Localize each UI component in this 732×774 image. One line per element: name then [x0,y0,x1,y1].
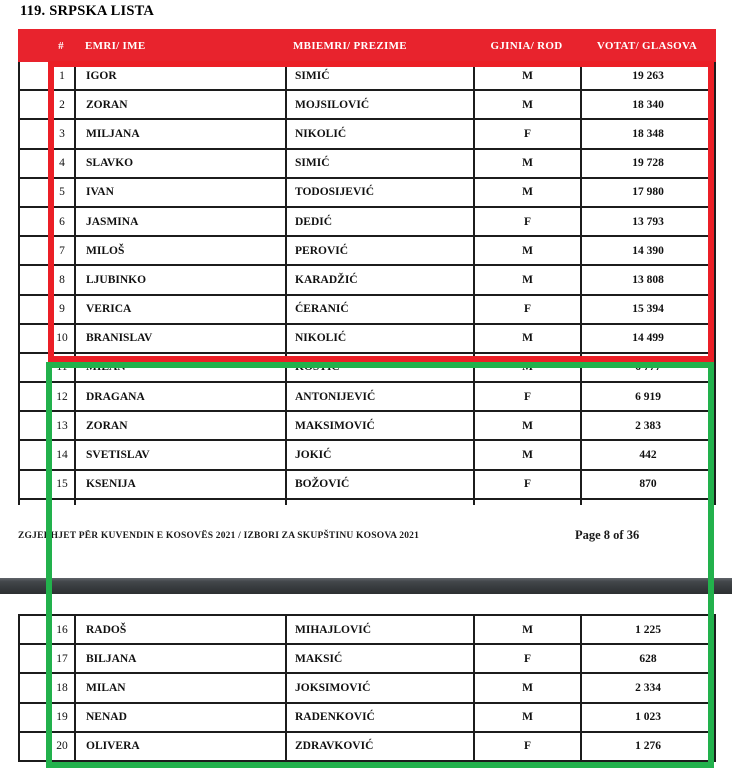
cell-gender: M [475,325,582,352]
cell-first-name: MILJANA [76,120,287,147]
cell-last-name: DEDIĆ [287,208,475,235]
cell-gender: M [475,150,582,177]
cell-last-name: NIKOLIĆ [287,325,475,352]
cell-last-name: RADENKOVIĆ [287,704,475,731]
cell-last-name: MAKSIMOVIĆ [287,412,475,439]
cell-last-name: TODOSIJEVIĆ [287,179,475,206]
header-col-number: # [58,39,64,52]
cell-last-name: BOŽOVIĆ [287,471,475,498]
header-col-first-name: EMRI/ IME [85,39,146,52]
cell-votes: 1 276 [582,733,716,760]
cell-gender: M [475,412,582,439]
cell-gender: M [475,237,582,264]
cell-first-name: BRANISLAV [76,325,287,352]
cell-rank: 7 [50,237,76,264]
cell-rank: 6 [50,208,76,235]
cell-rank: 20 [50,733,76,760]
cell-last-name: JOKIĆ [287,441,475,468]
cell-first-name: ZORAN [76,412,287,439]
cell-first-name: MILAN [76,674,287,701]
green-annotation-box [46,362,714,768]
cell-first-name: BILJANA [76,645,287,672]
cell-spacer [20,237,50,264]
cell-first-name: ZORAN [76,91,287,118]
cell-last-name: ĆERANIĆ [287,296,475,323]
cell-last-name: SIMIĆ [287,62,475,89]
cell-spacer [20,91,50,118]
cell-gender: M [475,616,582,643]
cell-first-name: MILAN [76,354,287,381]
cell-rank: 13 [50,412,76,439]
cell-gender: M [475,62,582,89]
page-title: 119. SRPSKA LISTA [20,3,155,19]
cell-votes: 13 793 [582,208,716,235]
cell-votes: 14 390 [582,237,716,264]
cell-last-name: ZDRAVKOVIĆ [287,733,475,760]
cell-rank: 12 [50,383,76,410]
cell-votes: 19 263 [582,62,716,89]
cell-gender: F [475,120,582,147]
cell-spacer [20,150,50,177]
cell-rank: 9 [50,296,76,323]
header-col-gender: GJINIA/ ROD [490,39,563,52]
cell-votes: 14 499 [582,325,716,352]
cell-votes: 19 728 [582,150,716,177]
cell-gender: F [475,208,582,235]
cell-votes: 1 225 [582,616,716,643]
cell-gender: F [475,645,582,672]
cell-rank: 4 [50,150,76,177]
cell-votes: 17 980 [582,179,716,206]
cell-rank: 15 [50,471,76,498]
cell-votes: 13 808 [582,266,716,293]
cell-first-name: LJUBINKO [76,266,287,293]
cell-last-name: SIMIĆ [287,150,475,177]
cell-first-name: JASMINA [76,208,287,235]
red-annotation-box [48,61,714,362]
cell-gender: F [475,383,582,410]
footer-document-title: ZGJEDHJET PËR KUVENDIN E KOSOVËS 2021 / IZBORI ZA SKUPŠTINU KOSOVA 2021 [18,531,420,541]
cell-gender: M [475,91,582,118]
cell-first-name: IGOR [76,62,287,89]
cell-rank: 8 [50,266,76,293]
cell-gender: F [475,471,582,498]
cell-spacer [20,266,50,293]
cell-first-name: MILOŠ [76,237,287,264]
cell-gender: M [475,674,582,701]
cell-rank: 17 [50,645,76,672]
cell-rank: 14 [50,441,76,468]
header-col-votes: VOTAT/ GLASOVA [596,39,698,52]
cell-gender: F [475,296,582,323]
cell-last-name: MIHAJLOVIĆ [287,616,475,643]
cell-votes: 18 348 [582,120,716,147]
cell-votes: 1 023 [582,704,716,731]
cell-gender: M [475,704,582,731]
cell-spacer [20,62,50,89]
cell-first-name: KSENIJA [76,471,287,498]
page-number: Page 8 of 36 [575,528,640,542]
cell-gender: M [475,179,582,206]
cell-votes: 442 [582,441,716,468]
cell-spacer [20,208,50,235]
cell-last-name: KOSTIĆ [287,354,475,381]
cell-rank: 18 [50,674,76,701]
cell-spacer [20,296,50,323]
cell-first-name: NENAD [76,704,287,731]
cell-last-name: JOKSIMOVIĆ [287,674,475,701]
cell-last-name: ANTONIJEVIĆ [287,383,475,410]
cell-votes: 628 [582,645,716,672]
cell-gender: M [475,441,582,468]
cell-votes: 15 394 [582,296,716,323]
cell-last-name: PEROVIĆ [287,237,475,264]
cell-first-name: SLAVKO [76,150,287,177]
cell-first-name: VERICA [76,296,287,323]
table-header-row [18,29,716,62]
cell-rank: 19 [50,704,76,731]
cell-rank: 1 [50,62,76,89]
cell-rank: 11 [50,354,76,381]
cell-votes: 2 334 [582,674,716,701]
cell-spacer [20,325,50,352]
cell-last-name: MOJSILOVIĆ [287,91,475,118]
header-col-last-name: MBIEMRI/ PREZIME [293,39,407,52]
cell-spacer [20,120,50,147]
cell-last-name: NIKOLIĆ [287,120,475,147]
cell-gender: M [475,354,582,381]
cell-gender: M [475,266,582,293]
cell-first-name: SVETISLAV [76,441,287,468]
cell-votes: 6 777 [582,354,716,381]
cell-last-name: MAKSIĆ [287,645,475,672]
cell-first-name: RADOŠ [76,616,287,643]
cell-votes: 18 340 [582,91,716,118]
cell-rank: 3 [50,120,76,147]
cell-rank: 5 [50,179,76,206]
cell-votes: 6 919 [582,383,716,410]
cell-rank: 10 [50,325,76,352]
cell-votes: 870 [582,471,716,498]
cell-rank: 2 [50,91,76,118]
cell-first-name: OLIVERA [76,733,287,760]
cell-rank: 16 [50,616,76,643]
cell-first-name: IVAN [76,179,287,206]
cell-spacer [20,179,50,206]
cell-gender: F [475,733,582,760]
cell-first-name: DRAGANA [76,383,287,410]
cell-last-name: KARADŽIĆ [287,266,475,293]
cell-votes: 2 383 [582,412,716,439]
